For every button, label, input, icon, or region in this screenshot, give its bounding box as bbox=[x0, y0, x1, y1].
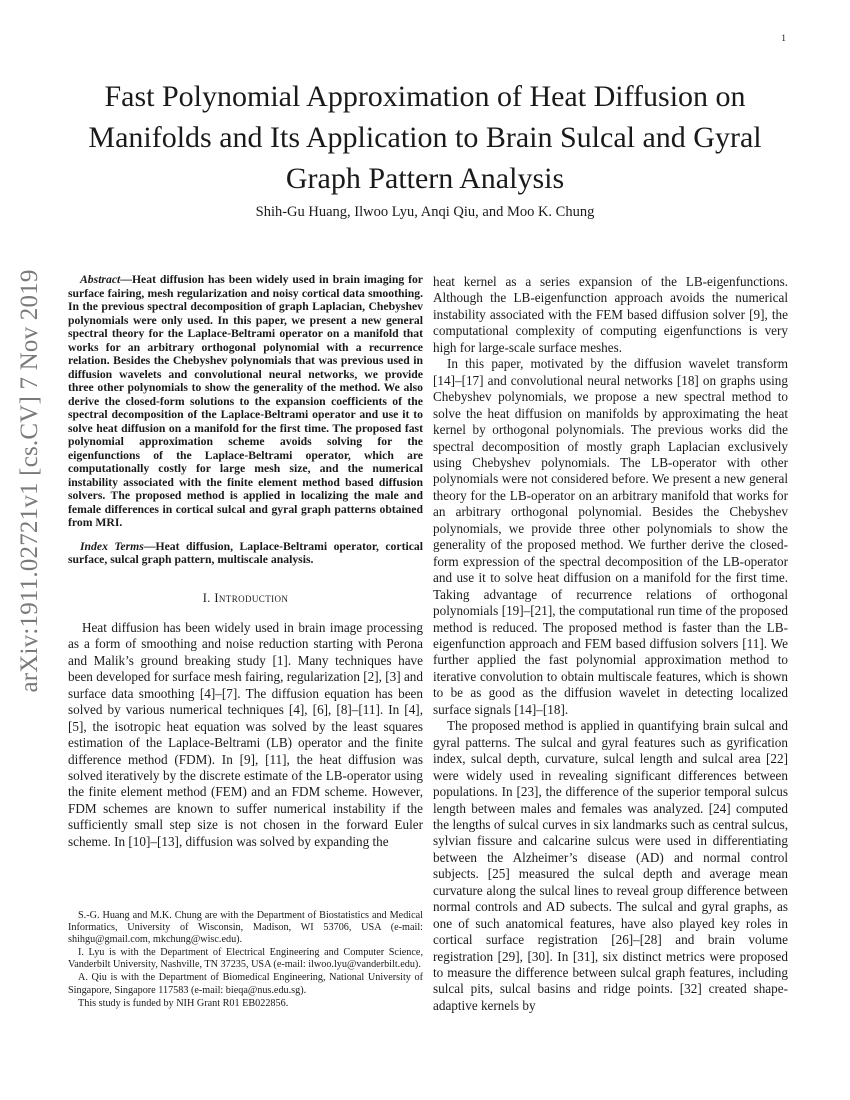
index-terms-label: Index Terms bbox=[80, 539, 144, 553]
footnote: I. Lyu is with the Department of Electrical Engineering and Computer Science, Vanderbilt University, Nashville, TN 37235, USA (e-mail: ilwoo.lyu@vanderbilt.edu). bbox=[68, 947, 423, 971]
abstract bbox=[68, 273, 423, 530]
author-list: Shih-Gu Huang, Ilwoo Lyu, Anqi Qiu, and Moo K. Chung bbox=[255, 204, 595, 220]
body-paragraph: heat kernel as a series expansion of the LB-eigenfunctions. Although the LB-eigenfunction approach avoids the numerical instability associated with the FEM based diffusion solver [9], the computational complexity of computing eigenfunctions is very high for large-scale surface meshes. bbox=[433, 274, 788, 355]
section-heading-introduction bbox=[68, 590, 423, 606]
footnote: A. Qiu is with the Department of Biomedical Engineering, National University of Singapore, Singapore 117583 (e-mail: bieqa@nus.edu.sg). bbox=[68, 972, 423, 996]
body-paragraph: In this paper, motivated by the diffusion wavelet transform [14]–[17] and convolutional neural networks [18] on graphs using Chebyshev polynomials, we propose a new spectral method to solve the heat diffusion on manifolds by approximating the heat kernel by orthogonal polynomials. The previous works did the spectral decomposition of mostly graph Laplacian exclusively using Chebyshev polynomials. The LB-operator with other polynomials were not considered before. We present a new general theory for the LB-operator on an arbitrary manifold that works for an arbitrary orthogonal polynomial. Besides the Chebyshev polynomials, we provide three other polynomials to show the generality of the proposed method. We further derive the closed-form expression of the spectral decomposition of the LB-operator and use it to solve heat diffusion on a manifold for the first time. Taking advantage of recurrence relations of orthogonal polynomials [19]–[21], the computational run time of the proposed method is reduced. The proposed method is faster than the LB-eigenfunction approach and FEM based diffusion solvers [11]. We further applied the fast polynomial approximation method to iterative convolution to obtain multiscale features, which is shown to be as good as the diffusion wavelet in detecting localized surface signals [14]–[18]. bbox=[433, 356, 788, 717]
index-terms-text: —Heat diffusion, Laplace-Beltrami operator, cortical surface, sulcal graph pattern, multiscale analysis. bbox=[68, 539, 423, 566]
section-title: Introduction bbox=[214, 590, 289, 605]
arxiv-identifier-stamp bbox=[8, 269, 53, 693]
page-number: 1 bbox=[781, 34, 786, 44]
body-paragraph: Heat diffusion has been widely used in brain image processing as a form of smoothing and noise reduction starting with Perona and Malik’s ground breaking study [1]. Many techniques have been developed for surface mesh fairing, regularization [2], [3] and surface data smoothing [4]–[7]. The diffusion equation has been solved by various numerical techniques [4], [6], [8]–[11]. In [4], [5], the isotropic heat equation was solved by the least squares estimation of the Laplace-Beltrami (LB) operator and the finite difference method (FDM). In [9], [11], the heat diffusion was solved iteratively by the discrete estimate of the LB-operator using the finite element method (FEM) and an FDM scheme. However, FDM schemes are known to suffer numerical instability if the sufficiently small step size is not chosen in the forward Euler scheme. In [10]–[13], diffusion was solved by expanding the bbox=[68, 619, 423, 849]
footnote: S.-G. Huang and M.K. Chung are with the Department of Biostatistics and Medical Informatics, University of Wisconsin, Madison, WI 53706, USA (e-mail: shihgu@gmail.com, mkchung@wisc.edu). bbox=[68, 910, 423, 946]
footnotes bbox=[68, 910, 423, 1011]
arxiv-identifier-text: arXiv:1911.02721v1 [cs.CV] 7 Nov 2019 bbox=[16, 269, 43, 693]
abstract-text: —Heat diffusion has been widely used in brain imaging for surface fairing, mesh regularization and noisy cortical data smoothing. In the previous spectral decomposition of graph Laplacian, Chebyshev polynomials were only used. In this paper, we present a new general spectral theory for the Laplace-Beltrami operator on a manifold that works for an arbitrary orthogonal polynomial with a recurrence relation. Besides the Chebyshev polynomials that was previous used in diffusion wavelets and convolutional neural networks, we provide three other polynomials to show the generality of the method. We also derive the closed-form solutions to the expansion coefficients of the spectral decomposition of the Laplace-Beltrami operator and use it to solve heat diffusion on a manifold for the first time. The proposed fast polynomial approximation scheme avoids solving for the eigenfunctions of the Laplace-Beltrami operator, which are computationally costly for large mesh size, and the numerical instability associated with the finite element method based diffusion solvers. The proposed method is applied in localizing the male and female differences in cortical sulcal and gyral graph patterns obtained from MRI. bbox=[68, 273, 423, 529]
right-column bbox=[433, 274, 788, 1014]
section-numeral: I. bbox=[202, 590, 215, 605]
paper-title: Fast Polynomial Approximation of Heat Diffusion on Manifolds and Its Application to Brain Sulcal and Gyral Graph Pattern Analysis bbox=[88, 80, 762, 195]
abstract-label: Abstract bbox=[80, 273, 121, 286]
body-paragraph: The proposed method is applied in quantifying brain sulcal and gyral patterns. The sulcal and gyral features such as gyrification index, sulcal depth, curvature, sulcal length and sulcal area [22] were widely used in revealing significant differences between populations. In [23], the difference of the superior temporal sulcus length between males and females was analyzed. [24] computed the lengths of sulcal curves in six landmarks such as central sulcus, sylvian fissure and calcarine sulcus were used in differentiating between the Alzheimer’s disease (AD) and normal control subjects. [25] measured the sulcal depth and average mean curvature along the sulcal lines to reveal group difference between normal controls and AD subects. The sulcal and gyral graphs, as one of such anatomical features, have also played key roles in cortical surface registration [26]–[28] and brain volume registration [29], [30]. In [31], six distinct metrics were proposed to measure the difference between sulcal graph features, including sulcal pits, sulcal basins and ridge points. [32] created shape-adaptive kernels by bbox=[433, 718, 788, 1013]
footnote: This study is funded by NIH Grant R01 EB022856. bbox=[78, 997, 289, 1009]
left-column bbox=[68, 273, 423, 850]
index-terms bbox=[68, 540, 423, 567]
